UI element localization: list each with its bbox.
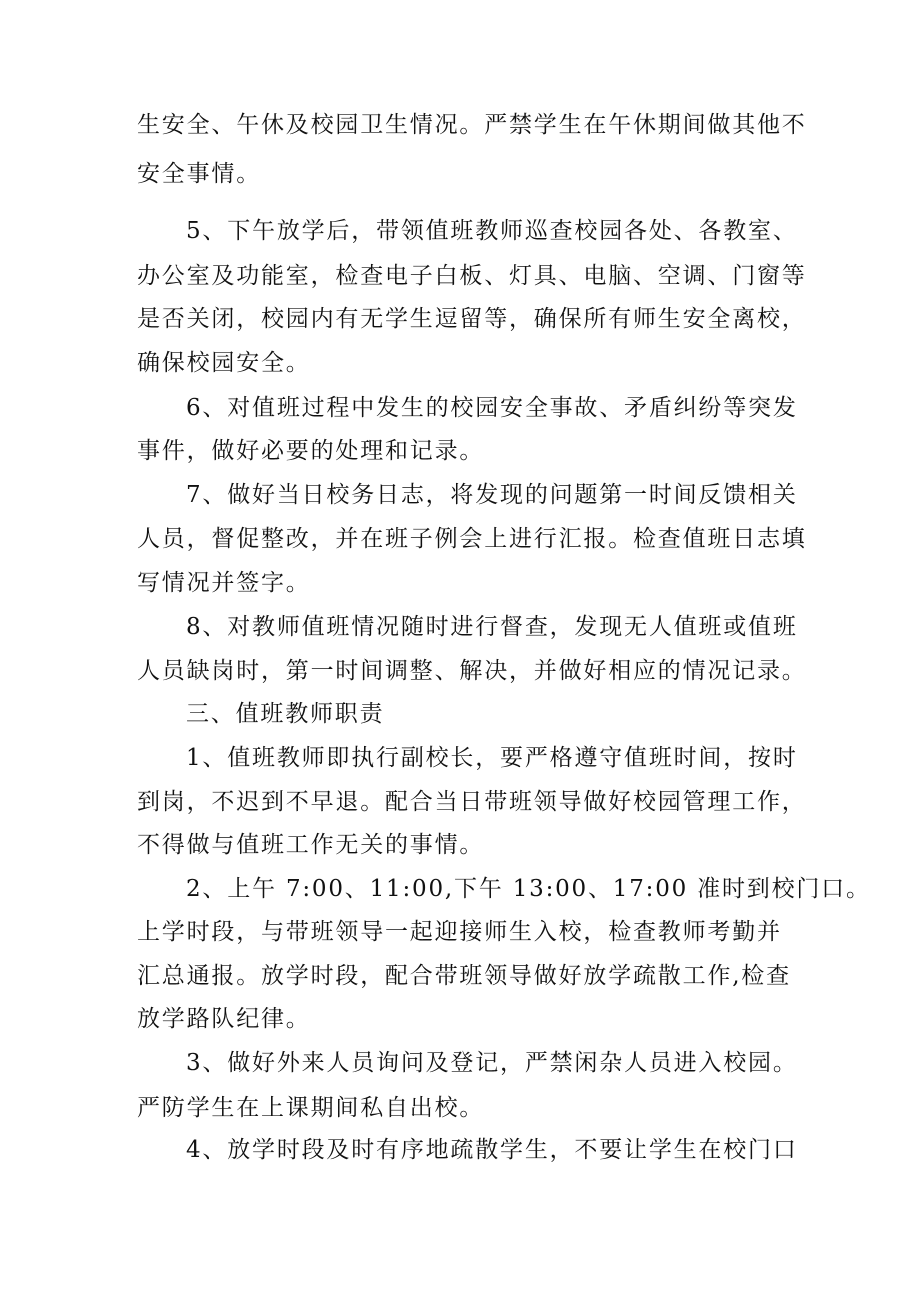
text-line: 到岗，不迟到不早退。配合当日带班领导做好校园管理工作， (137, 789, 807, 815)
text-line: 是否关闭，校园内有无学生逗留等，确保所有师生安全离校， (137, 306, 807, 332)
text-line: 上学时段，与带班领导一起迎接师生入校，检查教师考勤并 (137, 919, 782, 945)
text-line: 确保校园安全。 (137, 350, 311, 376)
text-line: 5、下午放学后，带领值班教师巡查校园各处、各教室、 (186, 218, 798, 244)
text-line: 2、上午 7:00、11:00,下午 13:00、17:00 准时到校门口。 (186, 876, 871, 902)
text-line: 6、对值班过程中发生的校园安全事故、矛盾纠纷等突发 (186, 395, 798, 421)
text-line: 办公室及功能室，检查电子白板、灯具、电脑、空调、门窗等 (137, 263, 807, 289)
text-line: 人员，督促整改，并在班子例会上进行汇报。检查值班日志填 (137, 526, 807, 552)
text-line: 8、对教师值班情况随时进行督查，发现无人值班或值班 (186, 614, 798, 640)
text-line: 安全事情。 (137, 161, 261, 187)
text-line: 不得做与值班工作无关的事情。 (137, 832, 485, 858)
text-line: 生安全、午休及校园卫生情况。严禁学生在午休期间做其他不 (137, 112, 807, 138)
text-line: 4、放学时段及时有序地疏散学生，不要让学生在校门口 (186, 1137, 798, 1163)
text-line: 7、做好当日校务日志，将发现的问题第一时间反馈相关 (186, 482, 798, 508)
text-line: 严防学生在上课期间私自出校。 (137, 1095, 485, 1121)
text-line: 汇总通报。放学时段，配合带班领导做好放学疏散工作,检查 (137, 963, 791, 989)
text-line: 1、值班教师即执行副校长，要严格遵守值班时间，按时 (186, 745, 798, 771)
text-line: 放学路队纪律。 (137, 1006, 311, 1032)
text-line: 写情况并签字。 (137, 570, 311, 596)
text-line: 事件，做好必要的处理和记录。 (137, 438, 485, 464)
text-line: 3、做好外来人员询问及登记，严禁闲杂人员进入校园。 (186, 1050, 798, 1076)
text-line: 三、值班教师职责 (186, 701, 385, 727)
text-line: 人员缺岗时，第一时间调整、解决，并做好相应的情况记录。 (137, 658, 807, 684)
